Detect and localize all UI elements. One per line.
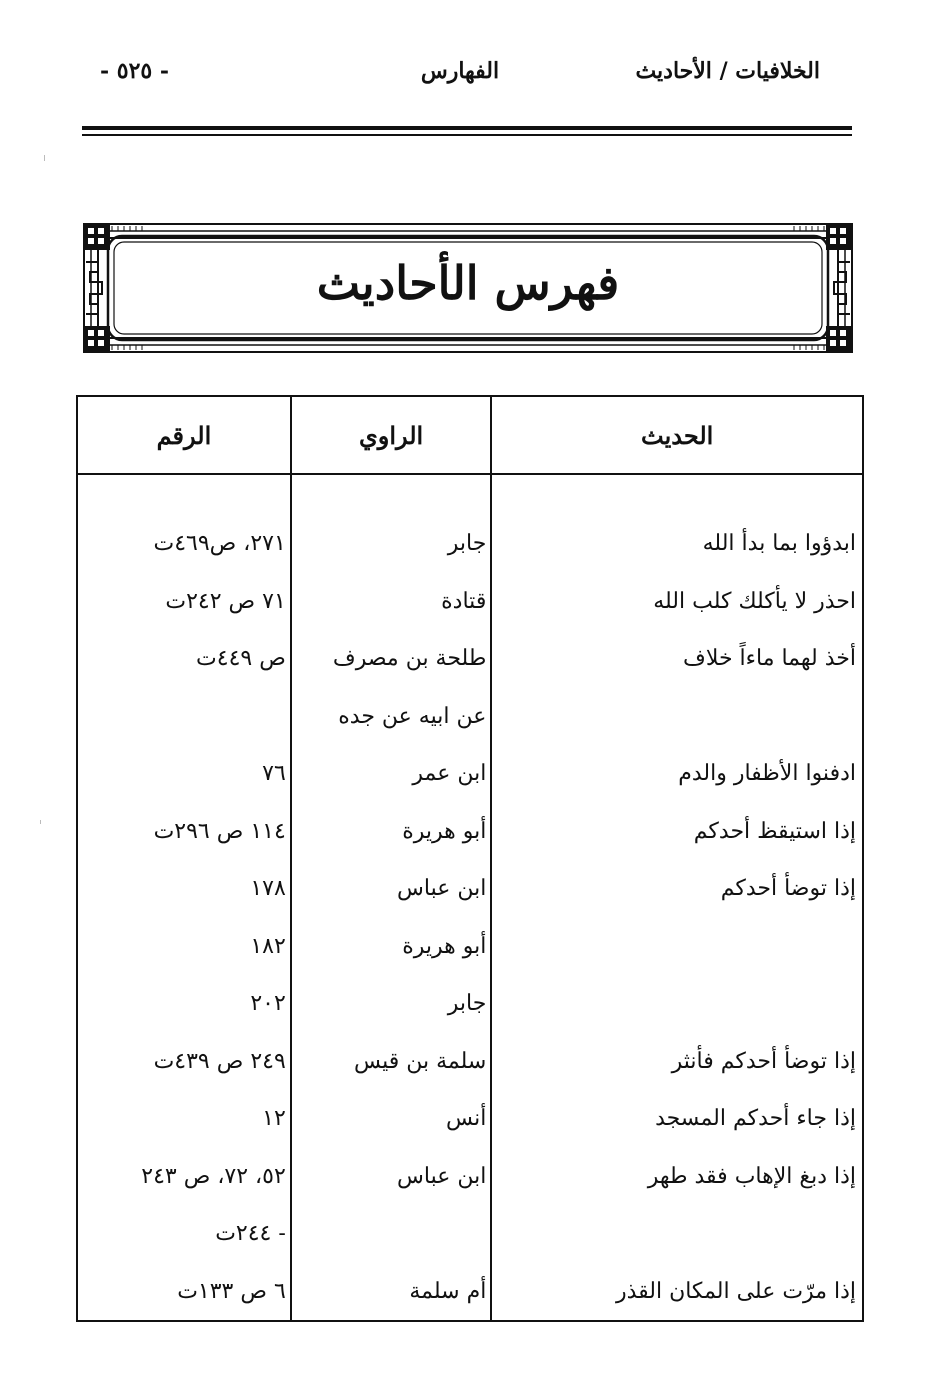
hadith-text: إذا استيقظ أحدكم — [491, 803, 863, 861]
hadith-text — [491, 918, 863, 976]
table-row — [77, 803, 863, 861]
narrator: أبو هريرة — [291, 918, 492, 976]
book-section-title: الخلافيات / الأحاديث — [635, 58, 820, 84]
hadith-text: ادفنوا الأظفار والدم — [491, 745, 863, 803]
reference-number: ٧١ ص ٢٤٢ت — [77, 573, 291, 631]
narrator — [291, 1205, 492, 1263]
reference-number: ٧٦ — [77, 745, 291, 803]
narrator: قتادة — [291, 573, 492, 631]
narrator: ابن عباس — [291, 860, 492, 918]
table-row — [77, 860, 863, 918]
table-row — [77, 975, 863, 1033]
narrator: جابر — [291, 515, 492, 573]
hadith-text: إذا توضأ أحدكم — [491, 860, 863, 918]
table-row — [77, 515, 863, 573]
hadith-text — [491, 1205, 863, 1263]
header-rule-thick — [82, 126, 852, 130]
reference-number: ٢٠٢ — [77, 975, 291, 1033]
hadith-text: إذا جاء أحدكم المسجد — [491, 1090, 863, 1148]
table-row — [77, 1148, 863, 1206]
page-number: - ٥٢٥ - — [100, 58, 170, 84]
hadith-text: ابدؤوا بما بدأ الله — [491, 515, 863, 573]
hadith-text: إذا مرّت على المكان القذر — [491, 1263, 863, 1322]
reference-number: ص ٤٤٩ت — [77, 630, 291, 688]
title-ornament-frame — [82, 222, 854, 354]
narrator: ابن عباس — [291, 1148, 492, 1206]
narrator: ابن عمر — [291, 745, 492, 803]
reference-number: ٦ ص ١٣٣ت — [77, 1263, 291, 1322]
hadith-text: احذر لا يأكلك كلب الله — [491, 573, 863, 631]
reference-number: ١٧٨ — [77, 860, 291, 918]
narrator: طلحة بن مصرف — [291, 630, 492, 688]
section-title: الفهارس — [420, 58, 500, 84]
table-row — [77, 630, 863, 688]
table-row — [77, 1205, 863, 1263]
reference-number: ١١٤ ص ٢٩٦ت — [77, 803, 291, 861]
table-row — [77, 918, 863, 976]
narrator: عن ابيه عن جده — [291, 688, 492, 746]
table-row — [77, 573, 863, 631]
reference-number: ١٢ — [77, 1090, 291, 1148]
reference-number: ٢٧١، ص٤٦٩ت — [77, 515, 291, 573]
header-rule-thin — [82, 134, 852, 136]
reference-number: - ٢٤٤ت — [77, 1205, 291, 1263]
hadith-text: إذا توضأ أحدكم فأنثر — [491, 1033, 863, 1091]
column-header-hadith: الحديث — [491, 396, 863, 474]
page-title: فهرس الأحاديث — [316, 256, 620, 310]
hadith-text: إذا دبغ الإهاب فقد طهر — [491, 1148, 863, 1206]
hadith-text: أخذ لهما ماءاً خلاف — [491, 630, 863, 688]
running-head — [100, 58, 820, 98]
column-header-number: الرقم — [77, 396, 291, 474]
narrator: جابر — [291, 975, 492, 1033]
table-row — [77, 1033, 863, 1091]
scan-artifact-mark — [40, 820, 41, 824]
narrator: أنس — [291, 1090, 492, 1148]
narrator: أم سلمة — [291, 1263, 492, 1322]
reference-number: ١٨٢ — [77, 918, 291, 976]
reference-number: ٥٢، ٧٢، ص ٢٤٣ — [77, 1148, 291, 1206]
hadith-text — [491, 688, 863, 746]
column-header-narrator: الراوي — [291, 396, 492, 474]
narrator: أبو هريرة — [291, 803, 492, 861]
hadith-index-table — [76, 395, 864, 1322]
table-row — [77, 688, 863, 746]
table-row — [77, 1090, 863, 1148]
scan-artifact-mark — [44, 155, 45, 161]
table-row — [77, 1263, 863, 1322]
narrator: سلمة بن قيس — [291, 1033, 492, 1091]
reference-number: ٢٤٩ ص ٤٣٩ت — [77, 1033, 291, 1091]
reference-number — [77, 688, 291, 746]
table-header-row — [77, 396, 863, 474]
table-row — [77, 745, 863, 803]
hadith-text — [491, 975, 863, 1033]
table-spacer-row — [77, 474, 863, 515]
